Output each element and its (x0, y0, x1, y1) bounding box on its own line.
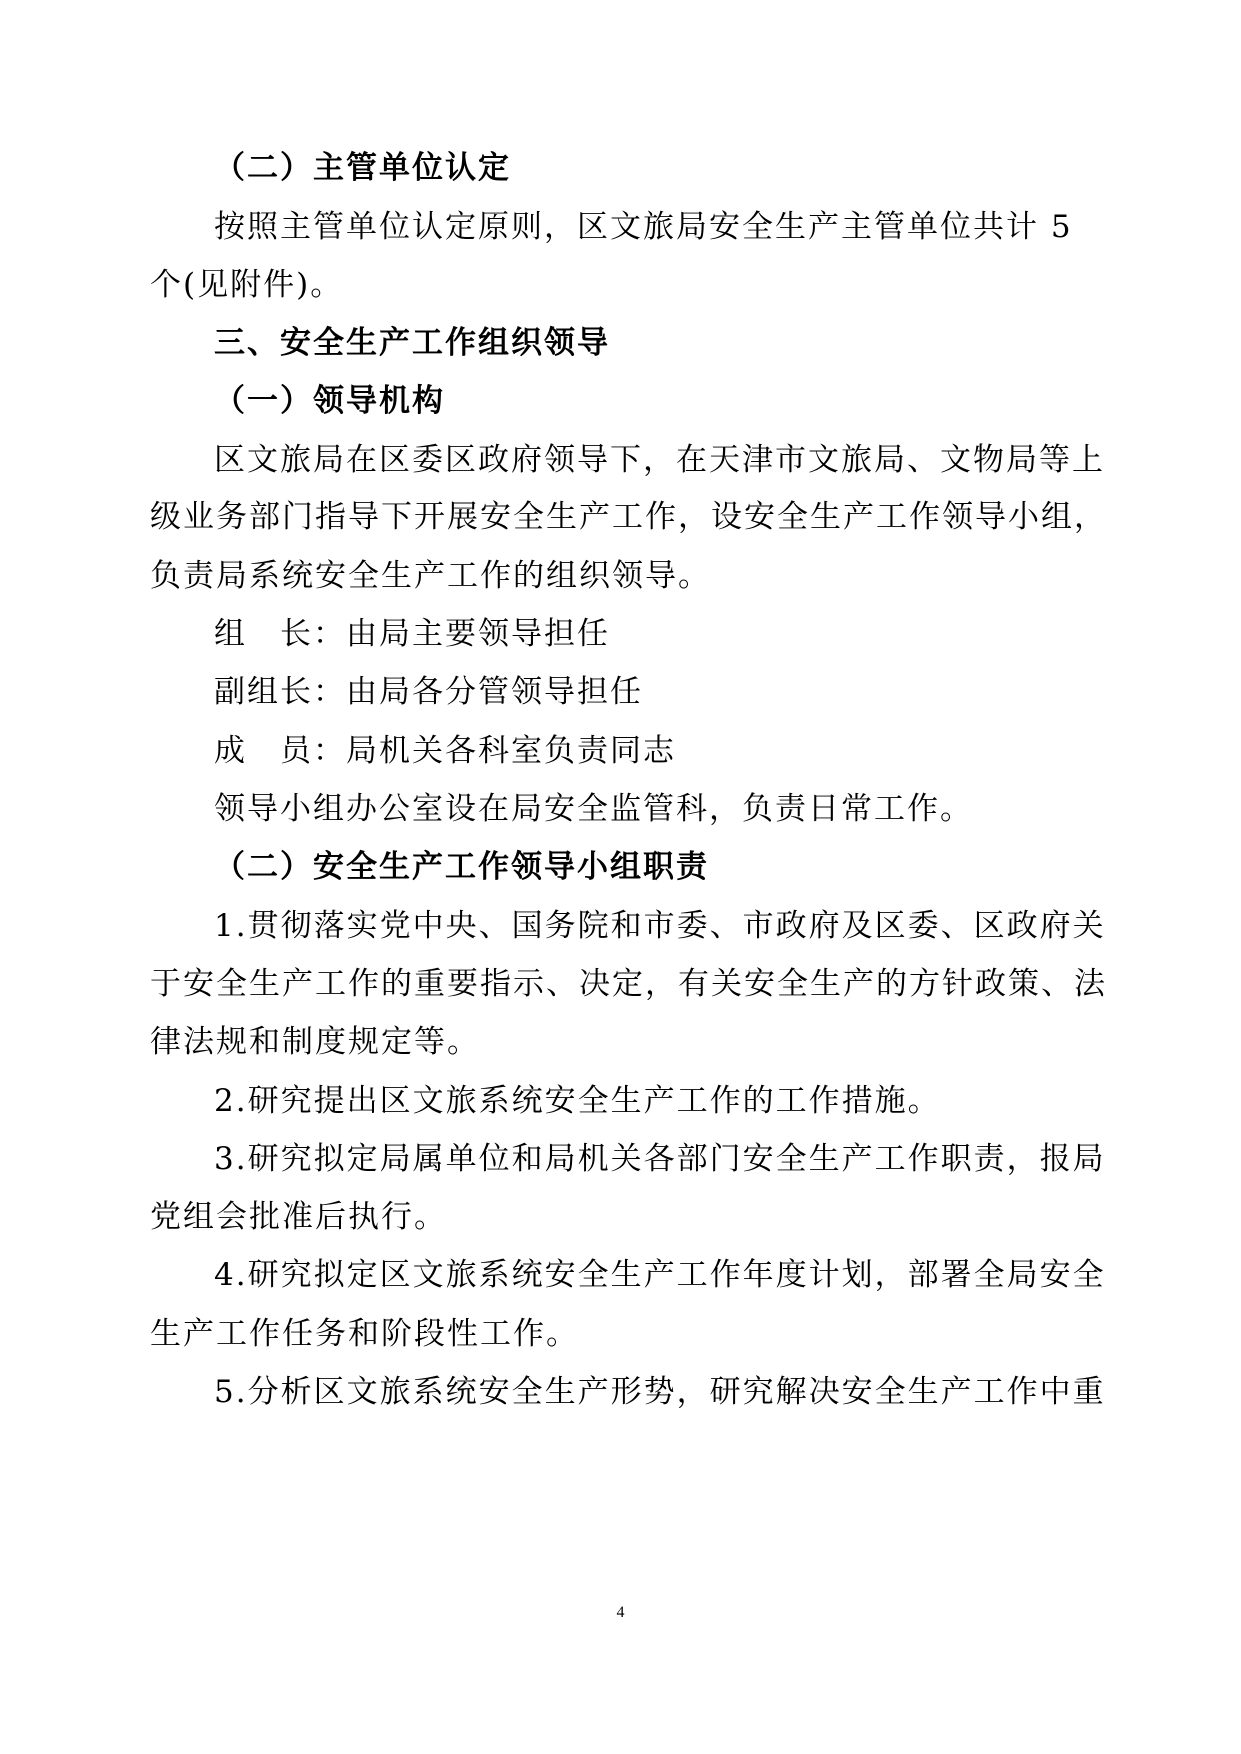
paragraph-line: 区文旅局在区委区政府领导下，在天津市文旅局、文物局等上 (214, 442, 1105, 478)
sub-heading-leadership-body: （一）领导机构 (214, 383, 445, 419)
paragraph-line: 负责局系统安全生产工作的组织领导。 (150, 558, 711, 594)
list-item-line: 律法规和制度规定等。 (150, 1024, 480, 1060)
list-item-line: 党组会批准后执行。 (150, 1199, 447, 1235)
sub-heading-group-duties: （二）安全生产工作领导小组职责 (214, 849, 709, 885)
office-note-line: 领导小组办公室设在局安全监管科，负责日常工作。 (214, 791, 973, 827)
list-item-line: 于安全生产工作的重要指示、决定，有关安全生产的方针政策、法 (150, 966, 1107, 1002)
paragraph-line: 个(见附件)。 (150, 267, 344, 303)
list-item-line: 生产工作任务和阶段性工作。 (150, 1316, 579, 1352)
page-number: 4 (616, 1604, 625, 1621)
part-heading-organization-leadership: 三、安全生产工作组织领导 (214, 325, 610, 361)
list-item-line: 4.研究拟定区文旅系统安全生产工作年度计划，部署全局安全 (214, 1257, 1106, 1293)
section-heading-supervisor-determination: （二）主管单位认定 (214, 150, 511, 186)
group-leader-line: 组 长：由局主要领导担任 (214, 616, 610, 652)
list-item-line: 3.研究拟定局属单位和局机关各部门安全生产工作职责，报局 (214, 1141, 1106, 1177)
list-item-line: 5.分析区文旅系统安全生产形势，研究解决安全生产工作中重 (214, 1374, 1106, 1410)
deputy-leader-line: 副组长：由局各分管领导担任 (214, 674, 643, 710)
members-line: 成 员：局机关各科室负责同志 (214, 733, 676, 769)
paragraph-line: 级业务部门指导下开展安全生产工作，设安全生产工作领导小组， (150, 499, 1107, 535)
list-item-line: 2.研究提出区文旅系统安全生产工作的工作措施。 (214, 1083, 941, 1119)
paragraph-line: 按照主管单位认定原则，区文旅局安全生产主管单位共计 5 (214, 209, 1073, 245)
list-item-line: 1.贯彻落实党中央、国务院和市委、市政府及区委、区政府关 (214, 908, 1106, 944)
